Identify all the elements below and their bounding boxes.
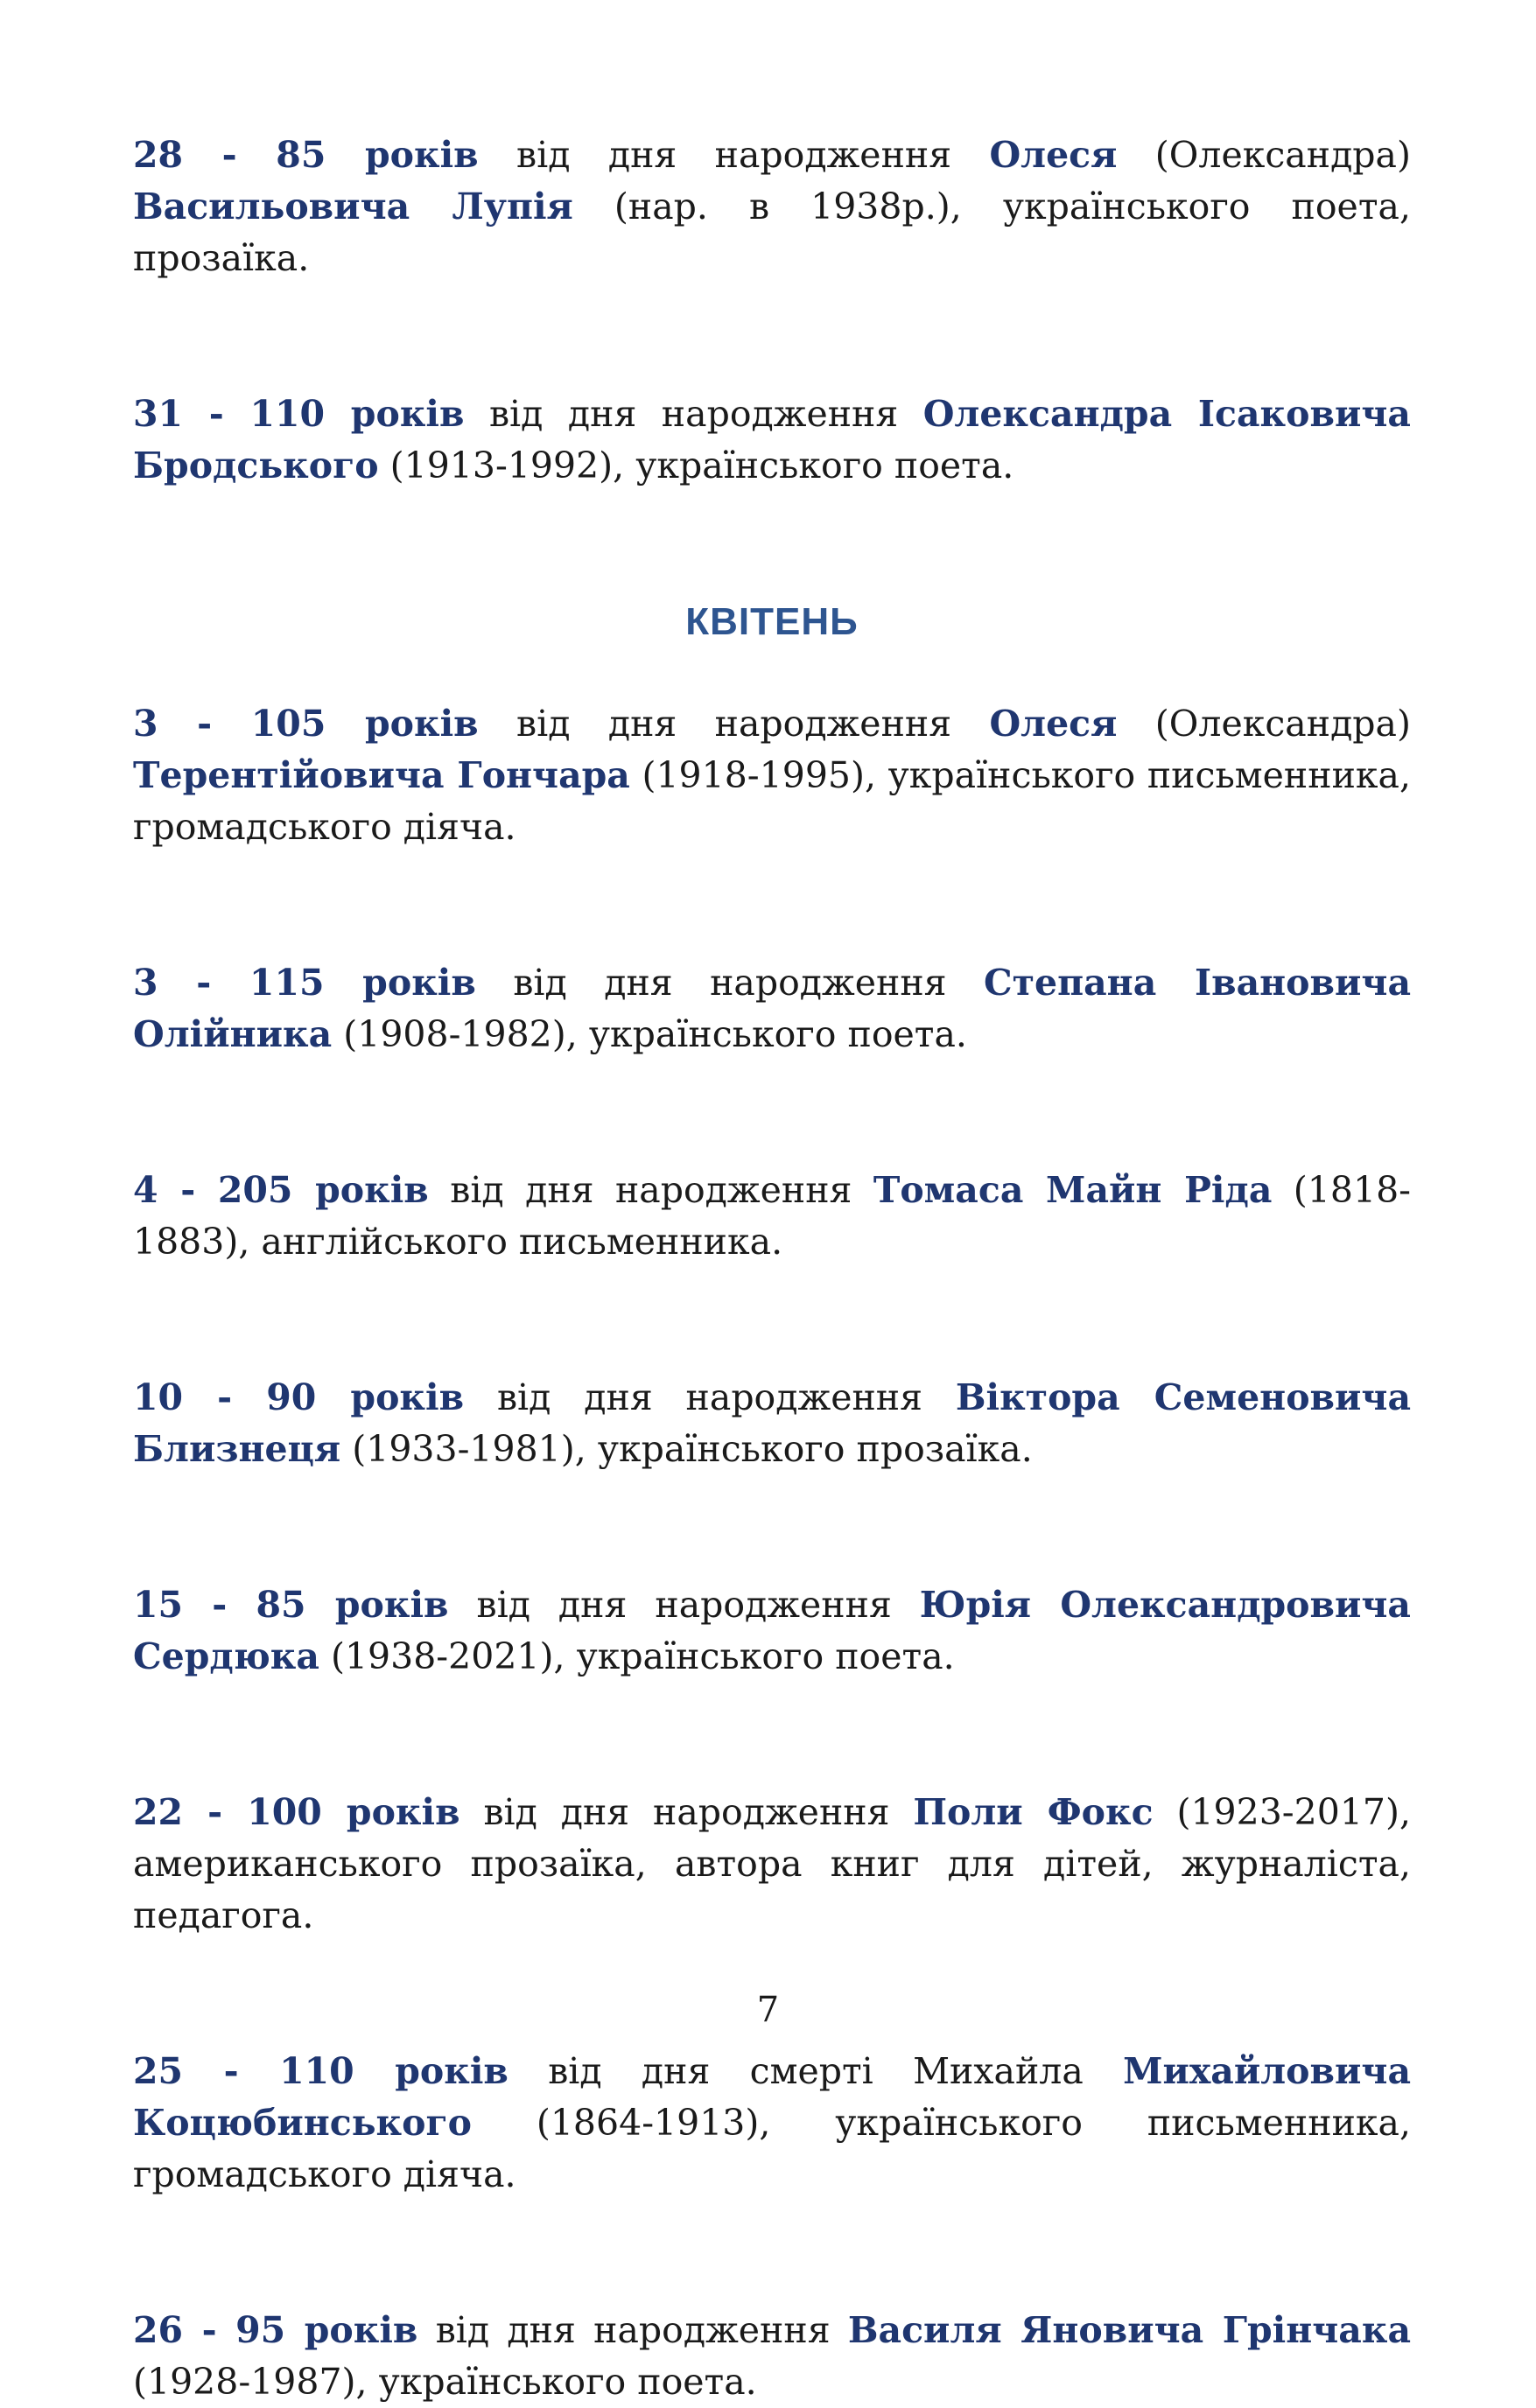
- entry-text: (1938-2021), українського поета.: [319, 1635, 955, 1677]
- entry-text: (1818-1883), англійського письменника.: [133, 1169, 1412, 1263]
- person-name: Віктора Семеновича Близнеця: [133, 1376, 1412, 1470]
- entry-april-15: [133, 1579, 1411, 1683]
- entry-april-3b: [133, 957, 1411, 1060]
- entry-date: 10 - 90 років: [133, 1376, 465, 1418]
- person-name: Терентійовича Гончара: [133, 754, 630, 796]
- entry-text: від дня народження: [448, 1584, 920, 1626]
- entry-text: від дня смерті Михайла: [508, 2050, 1124, 2092]
- entry-april-25: [133, 2046, 1411, 2201]
- entry-date: 15 - 85 років: [133, 1584, 449, 1626]
- entry-text: від дня народження: [464, 393, 923, 435]
- person-name: Степана Івановича Олійника: [133, 962, 1412, 1055]
- entry-text: (1864-1913), українського письменника, громадського діяча.: [133, 2102, 1411, 2195]
- entry-text: (1928-1987), українського поета.: [133, 2361, 757, 2403]
- entry-text: (1923-2017), американського прозаїка, автора книг для дітей, журналіста, педагога.: [133, 1791, 1412, 1936]
- entry-text: (1913-1992), українського поета.: [378, 444, 1014, 486]
- entry-date: 26 - 95 років: [133, 2309, 418, 2351]
- person-name: Поли Фокс: [913, 1791, 1154, 1833]
- entry-date: 3 - 105 років: [133, 703, 479, 745]
- entry-date: 31 - 110 років: [133, 393, 465, 435]
- month-heading: КВІТЕНЬ: [685, 600, 859, 643]
- document-page: [133, 130, 1411, 2408]
- person-name: Олеся: [989, 703, 1118, 745]
- entry-april-22: [133, 1787, 1411, 1942]
- entry-date: 22 - 100 років: [133, 1791, 460, 1833]
- entry-date: 25 - 110 років: [133, 2050, 508, 2092]
- entry-march-31: [133, 388, 1411, 492]
- person-name: Василя Яновича Грінчака: [847, 2309, 1412, 2351]
- entry-april-4: [133, 1165, 1411, 1268]
- entry-april-3a: [133, 698, 1411, 853]
- entry-april-10: [133, 1372, 1411, 1475]
- entry-text: від дня народження: [478, 134, 990, 176]
- person-name: Олександра Ісаковича Бродського: [133, 393, 1411, 486]
- person-name: Олеся: [989, 134, 1118, 176]
- entry-text: (1908-1982), українського поета.: [332, 1013, 967, 1055]
- entry-date: 3 - 115 років: [133, 962, 476, 1004]
- entry-text: від дня народження: [459, 1791, 914, 1833]
- entry-text: від дня народження: [464, 1376, 956, 1418]
- entry-text: (нар. в 1938р.), українського поета, прозаїка.: [133, 186, 1411, 279]
- page-number: 7: [756, 1990, 780, 2030]
- entry-march-28: [133, 130, 1411, 284]
- entry-text: від дня народження: [428, 1169, 873, 1211]
- entry-date: 28 - 85 років: [133, 134, 479, 176]
- person-name: Васильовича Лупія: [133, 186, 573, 228]
- entry-text: від дня народження: [475, 962, 984, 1004]
- person-name: Михайловича Коцюбинського: [133, 2050, 1412, 2144]
- entry-date: 4 - 205 років: [133, 1169, 429, 1211]
- entry-text: від дня народження: [478, 703, 990, 745]
- person-name: Томаса Майн Ріда: [873, 1169, 1273, 1211]
- entry-text: (Олександра): [1117, 703, 1411, 745]
- entry-text: від дня народження: [417, 2309, 848, 2351]
- entry-text: (Олександра): [1117, 134, 1411, 176]
- entry-text: (1933-1981), українського прозаїка.: [340, 1428, 1033, 1470]
- entry-text: (1918-1995), українського письменника, громадського діяча.: [133, 754, 1411, 848]
- entry-april-26: [133, 2305, 1411, 2408]
- person-name: Юрія Олександровича Сердюка: [133, 1584, 1412, 1677]
